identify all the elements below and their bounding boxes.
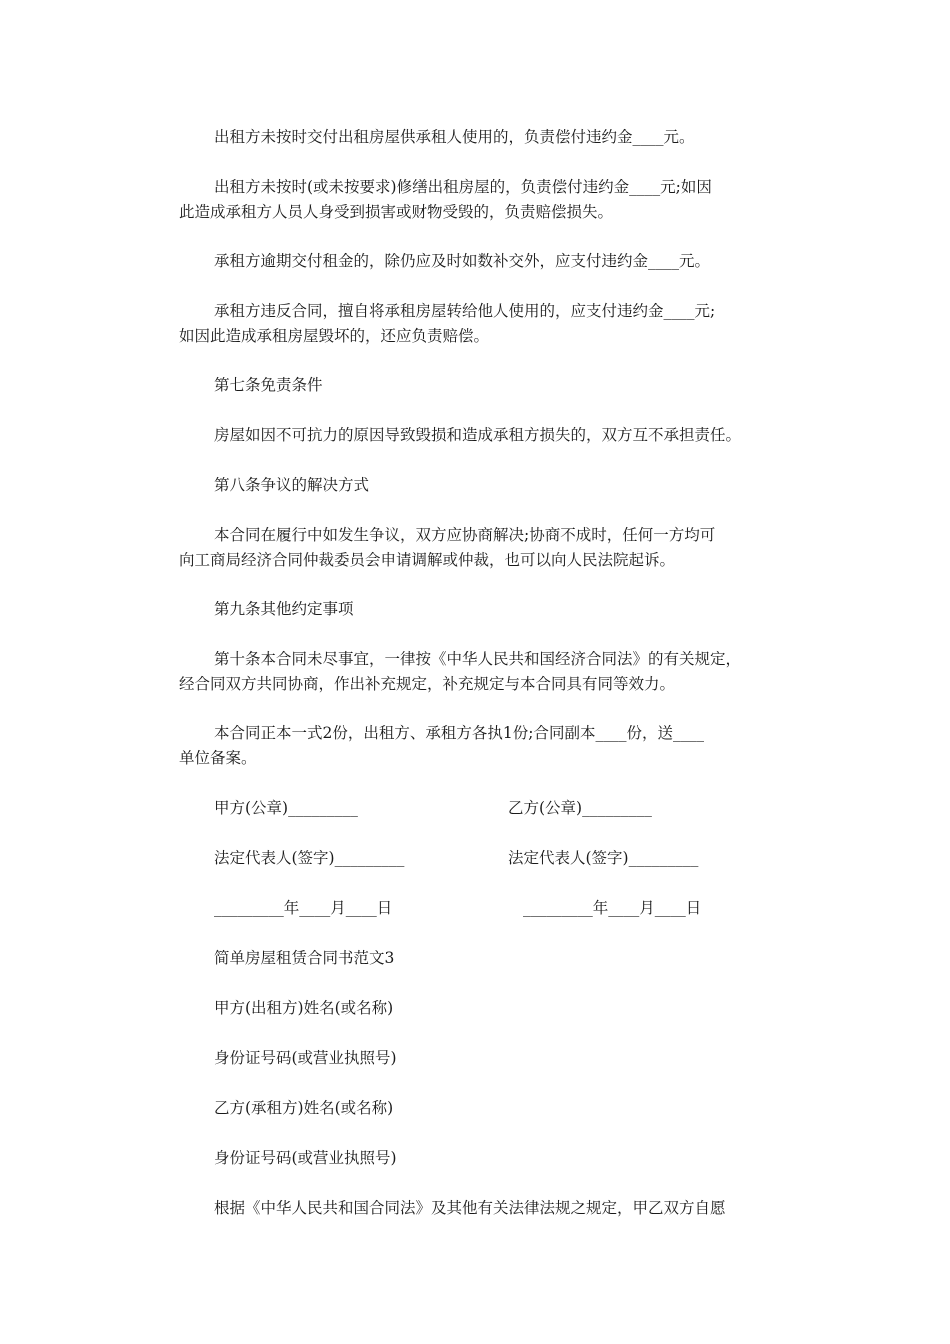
text-line: 向工商局经济合同仲裁委员会申请调解或仲裁，也可以向人民法院起诉。	[179, 551, 676, 569]
clause-paragraph	[179, 175, 779, 225]
text-line: 本合同在履行中如发生争议，双方应协商解决;协商不成时，任何一方均可	[214, 526, 716, 544]
text-line: 甲方(出租方)姓名(或名称)	[214, 999, 394, 1017]
party-a-representative: 法定代表人(签字)_________	[214, 849, 405, 867]
clause-paragraph	[179, 721, 779, 771]
party-a-seal: 甲方(公章)_________	[214, 799, 358, 817]
section-heading	[179, 473, 779, 498]
text-line: 乙方(承租方)姓名(或名称)	[214, 1099, 394, 1117]
document-title	[179, 946, 779, 971]
party-a-date: _________年____月____日	[214, 899, 393, 917]
party-b-seal: 乙方(公章)_________	[508, 799, 652, 817]
form-field-label	[179, 1096, 779, 1121]
text-line: 如因此造成承租房屋毁坏的，还应负责赔偿。	[179, 327, 490, 345]
clause-paragraph	[179, 423, 779, 448]
text-line: 身份证号码(或营业执照号)	[214, 1049, 397, 1067]
text-line: 简单房屋租赁合同书范文3	[214, 949, 395, 967]
section-heading	[179, 373, 779, 398]
section-heading	[179, 597, 779, 622]
clause-paragraph	[179, 523, 779, 573]
clause-paragraph	[179, 1196, 779, 1221]
party-b-date: _________年____月____日	[523, 899, 702, 917]
text-line: 本合同正本一式2份，出租方、承租方各执1份;合同副本____份，送____	[214, 724, 704, 742]
text-line: 第九条其他约定事项	[214, 600, 354, 618]
text-line: 单位备案。	[179, 749, 257, 767]
text-line: 出租方未按时(或未按要求)修缮出租房屋的，负责偿付违约金____元;如因	[214, 178, 712, 196]
party-b-representative: 法定代表人(签字)_________	[508, 849, 699, 867]
clause-paragraph	[179, 647, 779, 697]
text-line: 身份证号码(或营业执照号)	[214, 1149, 397, 1167]
text-line: 此造成承租方人员人身受到损害或财物受毁的，负责赔偿损失。	[179, 203, 614, 221]
form-field-label	[179, 1046, 779, 1071]
text-line: 出租方未按时交付出租房屋供承租人使用的，负责偿付违约金____元。	[214, 128, 695, 146]
text-line: 经合同双方共同协商，作出补充规定，补充规定与本合同具有同等效力。	[179, 675, 676, 693]
form-field-label	[179, 1146, 779, 1171]
clause-paragraph	[179, 125, 779, 150]
text-line: 第七条免责条件	[214, 376, 323, 394]
text-line: 第八条争议的解决方式	[214, 476, 370, 494]
form-field-label	[179, 996, 779, 1021]
clause-paragraph	[179, 299, 779, 349]
text-line: 根据《中华人民共和国合同法》及其他有关法律法规之规定，甲乙双方自愿	[214, 1199, 726, 1217]
text-line: 房屋如因不可抗力的原因导致毁损和造成承租方损失的，双方互不承担责任。	[214, 426, 742, 444]
text-line: 承租方逾期交付租金的，除仍应及时如数补交外，应支付违约金____元。	[214, 252, 711, 270]
text-line: 承租方违反合同，擅自将承租房屋转给他人使用的，应支付违约金____元;	[214, 302, 716, 320]
text-line: 第十条本合同未尽事宜，一律按《中华人民共和国经济合同法》的有关规定，	[214, 650, 742, 668]
clause-paragraph	[179, 249, 779, 274]
